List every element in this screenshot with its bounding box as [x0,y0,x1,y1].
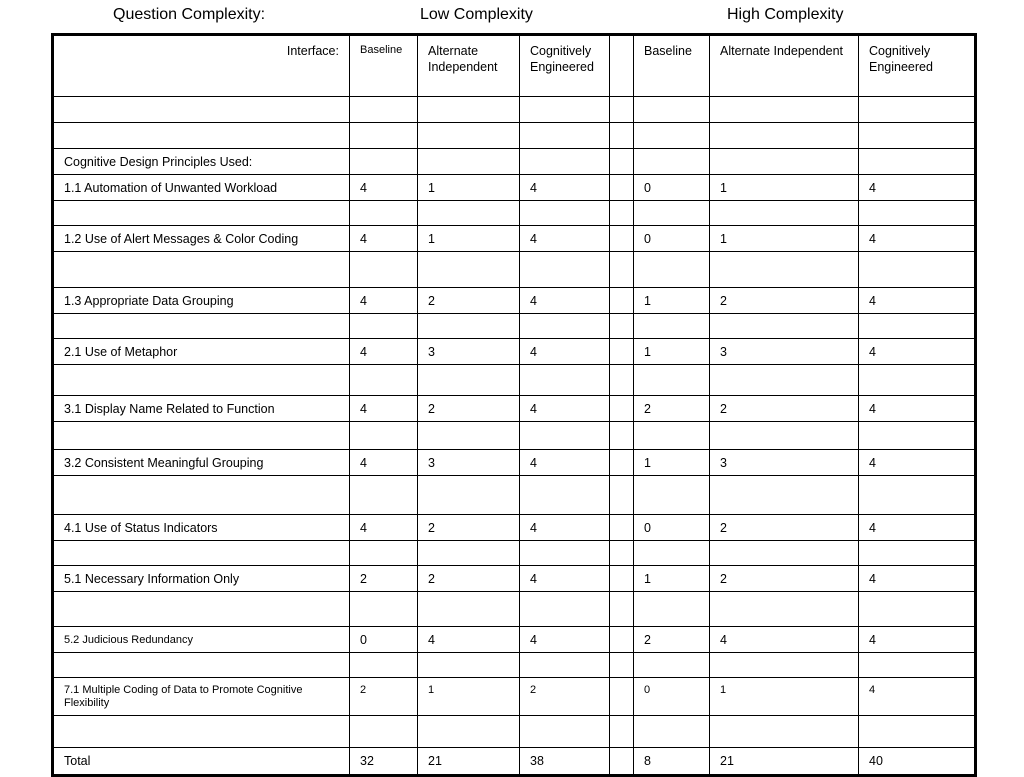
score-cell: 4 [859,678,976,716]
low-complexity-heading: Low Complexity [420,6,533,23]
score-cell: 0 [634,226,710,252]
score-cell: 4 [859,515,976,541]
table-row [53,175,976,201]
principle-label: 5.2 Judicious Redundancy [53,627,350,653]
score-cell: 4 [350,226,418,252]
score-cell: 4 [710,627,859,653]
column-divider [610,35,634,97]
score-cell: 4 [350,396,418,422]
score-cell: 2 [634,627,710,653]
interface-header-row [53,35,976,97]
table-row [53,339,976,365]
principle-label: 3.1 Display Name Related to Function [53,396,350,422]
score-cell: 1 [418,226,520,252]
total-cell: 21 [418,748,520,776]
score-cell: 4 [520,175,610,201]
score-cell: 0 [634,515,710,541]
principle-label: 5.1 Necessary Information Only [53,566,350,592]
score-cell: 1 [634,450,710,476]
table-row [53,566,976,592]
score-cell: 2 [710,515,859,541]
table-row [53,515,976,541]
total-cell: 38 [520,748,610,776]
total-cell: 32 [350,748,418,776]
total-cell: 40 [859,748,976,776]
spacer-row [53,365,976,396]
score-cell: 0 [350,627,418,653]
score-cell: 4 [859,288,976,314]
spacer-row [53,716,976,748]
principle-label: 2.1 Use of Metaphor [53,339,350,365]
interface-label: Interface: [53,35,350,97]
col-high-cognitively-engineered: Cognitively Engineered [859,35,976,97]
score-cell: 2 [418,288,520,314]
col-low-baseline: Baseline [350,35,418,97]
spacer-row [53,97,976,123]
spacer-row [53,476,976,515]
score-cell: 4 [350,339,418,365]
spacer-row [53,314,976,339]
principle-label: 7.1 Multiple Coding of Data to Promote Cognitive Flexibility [53,678,350,716]
score-cell: 4 [350,175,418,201]
score-cell: 1 [634,288,710,314]
col-high-baseline: Baseline [634,35,710,97]
total-cell: 21 [710,748,859,776]
score-cell: 2 [710,396,859,422]
score-cell: 4 [859,450,976,476]
principle-label: 4.1 Use of Status Indicators [53,515,350,541]
score-cell: 1 [710,226,859,252]
principle-label: 1.1 Automation of Unwanted Workload [53,175,350,201]
score-cell: 2 [710,566,859,592]
spacer-row [53,541,976,566]
score-cell: 4 [859,396,976,422]
table-row [53,226,976,252]
score-cell: 2 [418,396,520,422]
score-cell: 1 [418,678,520,716]
col-low-alternate-independent: Alternate Independent [418,35,520,97]
spacer-row [53,592,976,627]
principle-label: 3.2 Consistent Meaningful Grouping [53,450,350,476]
score-cell: 4 [859,566,976,592]
score-cell: 4 [520,566,610,592]
score-cell: 4 [418,627,520,653]
spacer-row [53,201,976,226]
principle-label: 1.2 Use of Alert Messages & Color Coding [53,226,350,252]
score-cell: 3 [418,450,520,476]
spacer-row [53,123,976,149]
score-cell: 4 [859,627,976,653]
score-cell: 4 [520,288,610,314]
col-high-alternate-independent: Alternate Independent [710,35,859,97]
score-cell: 4 [520,627,610,653]
spacer-row [53,252,976,288]
col-low-cognitively-engineered: Cognitively Engineered [520,35,610,97]
score-cell: 4 [520,226,610,252]
score-cell: 4 [520,450,610,476]
score-cell: 4 [520,339,610,365]
score-cell: 4 [859,175,976,201]
spacer-row [53,422,976,450]
score-cell: 4 [520,396,610,422]
score-cell: 2 [710,288,859,314]
question-complexity-label: Question Complexity: [113,6,266,23]
score-cell: 4 [350,515,418,541]
total-row [53,748,976,776]
cognitive-principles-table [51,33,977,777]
section-label-row [53,149,976,175]
score-cell: 3 [710,339,859,365]
table-row [53,627,976,653]
score-cell: 1 [418,175,520,201]
score-cell: 0 [634,175,710,201]
score-cell: 4 [859,226,976,252]
score-cell: 2 [350,566,418,592]
score-cell: 4 [859,339,976,365]
score-cell: 2 [350,678,418,716]
score-cell: 4 [350,288,418,314]
score-cell: 1 [710,175,859,201]
table-row [53,396,976,422]
score-cell: 3 [418,339,520,365]
table-row [53,678,976,716]
score-cell: 1 [634,566,710,592]
principle-label: 1.3 Appropriate Data Grouping [53,288,350,314]
score-cell: 0 [634,678,710,716]
spacer-row [53,653,976,678]
total-cell: 8 [634,748,710,776]
score-cell: 4 [350,450,418,476]
section-label: Cognitive Design Principles Used: [53,149,350,175]
high-complexity-heading: High Complexity [727,6,844,23]
score-cell: 1 [634,339,710,365]
table-row [53,288,976,314]
score-cell: 1 [710,678,859,716]
table-row [53,450,976,476]
total-label: Total [53,748,350,776]
score-cell: 2 [418,515,520,541]
score-cell: 2 [634,396,710,422]
score-cell: 2 [520,678,610,716]
score-cell: 2 [418,566,520,592]
score-cell: 3 [710,450,859,476]
score-cell: 4 [520,515,610,541]
